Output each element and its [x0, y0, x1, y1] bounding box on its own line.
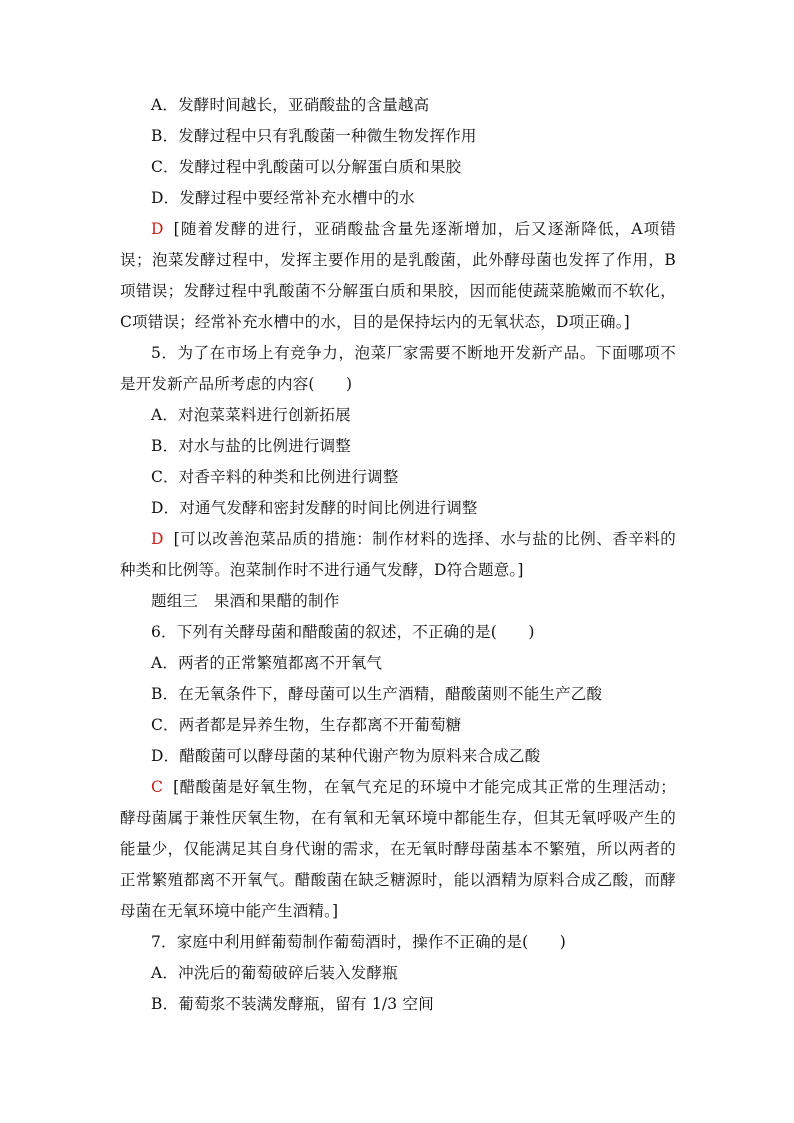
q6-stem: 6．下列有关酵母菌和醋酸菌的叙述，不正确的是( )	[151, 623, 535, 641]
group3-heading: 题组三 果酒和果醋的制作	[151, 592, 340, 610]
q5-option-d: D．对通气发酵和密封发酵的时间比例进行调整	[151, 499, 478, 517]
q5-answer-letter: D	[151, 530, 164, 548]
q5-answer-explanation	[120, 524, 676, 586]
q4-answer-letter: D	[151, 220, 164, 238]
q5-option-b: B．对水与盐的比例进行调整	[151, 437, 351, 455]
q7-option-b: B．葡萄浆不装满发酵瓶，留有 1/3 空间	[151, 995, 434, 1013]
q4-option-c: C．发酵过程中乳酸菌可以分解蛋白质和果胶	[151, 158, 462, 176]
q4-option-a: A．发酵时间越长，亚硝酸盐的含量越高	[151, 96, 430, 114]
q5-option-a: A．对泡菜菜料进行创新拓展	[151, 406, 351, 424]
q7-option-a: A．冲洗后的葡萄破碎后装入发酵瓶	[151, 964, 398, 982]
q7-stem: 7．家庭中利用鲜葡萄制作葡萄酒时，操作不正确的是( )	[151, 933, 567, 951]
q6-option-a: A．两者的正常繁殖都离不开氧气	[151, 654, 383, 672]
q5-option-c: C．对香辛料的种类和比例进行调整	[151, 468, 399, 486]
document-page	[120, 90, 676, 1020]
q6-answer-explanation	[120, 772, 676, 927]
q5-stem-text: 5．为了在市场上有竞争力，泡菜厂家需要不断地开发新产品。下面哪项不是开发新产品所考虑的内容( )	[120, 344, 676, 393]
q4-option-b: B．发酵过程中只有乳酸菌一种微生物发挥作用	[151, 127, 477, 145]
q4-explanation-text: [随着发酵的进行，亚硝酸盐含量先逐渐增加，后又逐渐降低，A项错误；泡菜发酵过程中，发挥主要作用的是乳酸菌，此外酵母菌也发挥了作用，B项错误；发酵过程中乳酸菌不分解蛋白质和果胶，因而能使蔬菜脆嫩而不软化，C项错误；经常补充水槽中的水，目的是保持坛内的无氧状态，D项正确。]	[120, 220, 676, 331]
q4-option-d: D．发酵过程中要经常补充水槽中的水	[151, 189, 415, 207]
q5-stem	[120, 338, 676, 400]
q6-explanation-text: [醋酸菌是好氧生物，在氧气充足的环境中才能完成其正常的生理活动；酵母菌属于兼性厌氧生物，在有氧和无氧环境中都能生存，但其无氧呼吸产生的能量少，仅能满足其自身代谢的需求，在无氧时酵母菌基本不繁殖，所以两者的正常繁殖都离不开氧气。醋酸菌在缺乏糖源时，能以酒精为原料合成乙酸，而酵母菌在无氧环境中能产生酒精。]	[120, 778, 676, 920]
q6-option-c: C．两者都是异养生物，生存都离不开葡萄糖	[151, 716, 462, 734]
q6-option-d: D．醋酸菌可以酵母菌的某种代谢产物为原料来合成乙酸	[151, 747, 541, 765]
q6-option-b: B．在无氧条件下，酵母菌可以生产酒精，醋酸菌则不能生产乙酸	[151, 685, 603, 703]
q5-explanation-text: [可以改善泡菜品质的措施：制作材料的选择、水与盐的比例、香辛料的种类和比例等。泡菜制作时不进行通气发酵，D符合题意。]	[120, 530, 676, 579]
q6-answer-letter: C	[151, 778, 164, 796]
q4-answer-explanation	[120, 214, 676, 338]
